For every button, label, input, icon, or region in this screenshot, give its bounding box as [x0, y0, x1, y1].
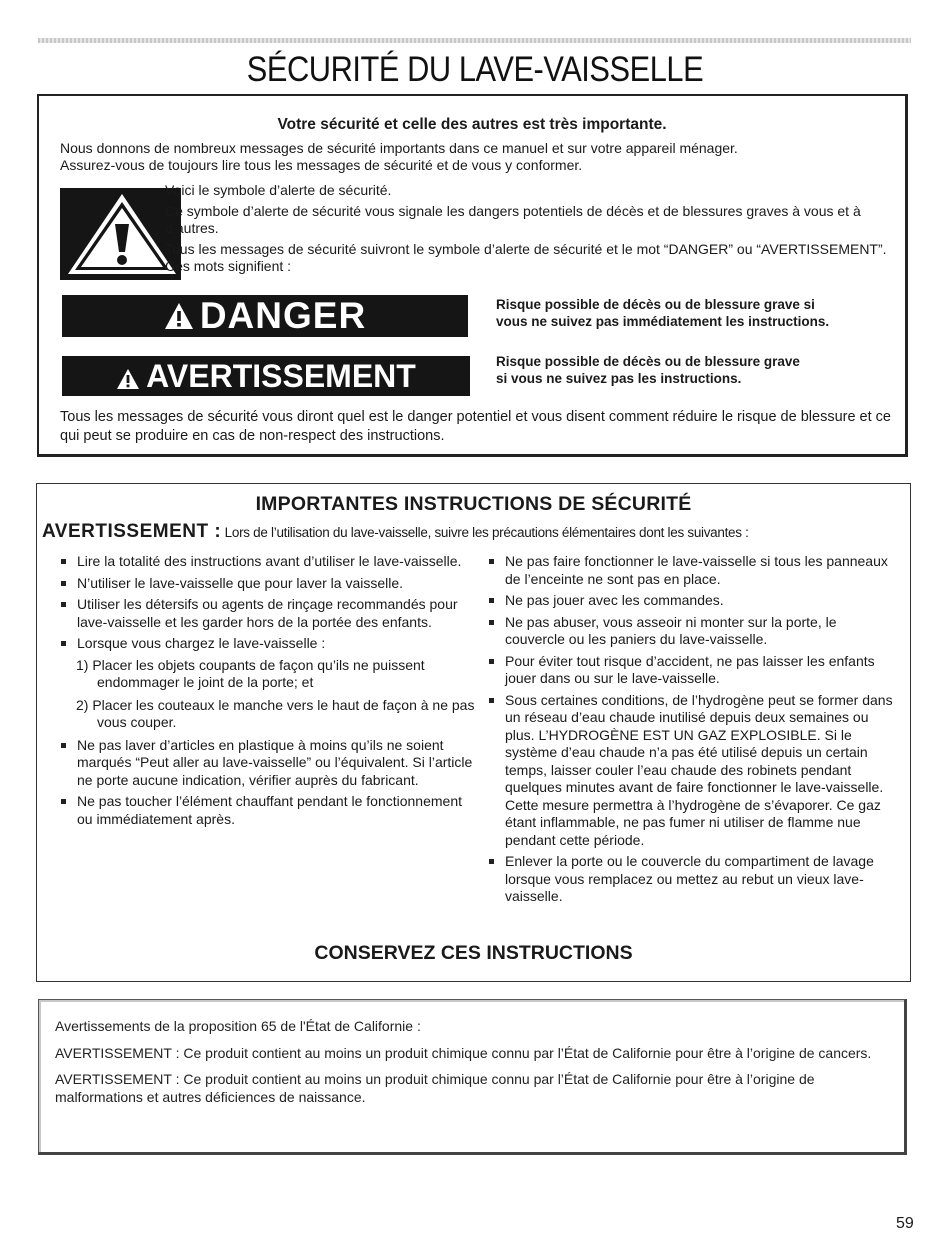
- symbol-text-2: Ce symbole d’alerte de sécurité vous signale les dangers potentiels de décès et de blessures graves à vous et à d’autres.: [165, 203, 861, 236]
- prop65-text: [55, 1018, 885, 1115]
- instructions-footer: CONSERVEZ CES INSTRUCTIONS: [314, 942, 633, 964]
- prop65-warning-1: AVERTISSEMENT : Ce produit contient au moins un produit chimique connu par l’État de Californie pour être à l’origine de cancers.: [55, 1044, 872, 1061]
- danger-description: [496, 296, 906, 330]
- instructions-warning-line: [42, 521, 907, 543]
- safety-intro: [60, 140, 900, 174]
- page-number: 59: [896, 1215, 914, 1232]
- list-item: Ne pas abuser, vous asseoir ni monter sur la porte, le couvercle ou les paniers du lave-vaisselle.: [487, 614, 897, 649]
- safety-heading: Votre sécurité et celle des autres est très importante.: [277, 116, 667, 133]
- danger-desc-line-2: vous ne suivez pas immédiatement les instructions.: [496, 314, 830, 329]
- warning-alert-icon: [116, 359, 140, 399]
- symbol-text-3: Tous les messages de sécurité suivront le symbole d’alerte de sécurité et le mot “DANGER” ou “AVERTISSEMENT”. Ces mots signifient :: [165, 241, 887, 274]
- danger-desc-line-1: Risque possible de décès ou de blessure grave si: [496, 297, 815, 312]
- danger-signal-word: [62, 295, 468, 337]
- prop65-warning-box: [38, 999, 907, 1155]
- warning-text: Lors de l’utilisation du lave-vaisselle, suivre les précautions élémentaires dont les suivantes :: [221, 525, 749, 540]
- bullet-icon: [61, 581, 66, 586]
- danger-alert-icon: [164, 297, 194, 339]
- bullet-icon: [61, 743, 66, 748]
- sub-list-item: 1) Placer les objets coupants de façon qu’ils ne puissent endommager le joint de la porte; et: [76, 656, 425, 690]
- prop65-title: Avertissements de la proposition 65 de l'État de Californie :: [55, 1018, 421, 1034]
- safety-message-box: [37, 94, 908, 457]
- safety-footer: Tous les messages de sécurité vous diront quel est le danger potentiel et vous disent comment réduire le risque de blessure et ce qui peut se produire en cas de non-respect des instructions.: [60, 409, 891, 444]
- list-item: Lorsque vous chargez le lave-vaisselle :: [59, 635, 479, 653]
- list-item: Ne pas faire fonctionner le lave-vaisselle si tous les panneaux de l’enceinte ne sont pas en place.: [487, 553, 897, 588]
- bullet-icon: [489, 598, 494, 603]
- bullet-icon: [489, 559, 494, 564]
- warning-signal-word: [62, 356, 470, 396]
- safety-instructions-box: [36, 483, 911, 982]
- sub-list-item: 2) Placer les couteaux le manche vers le haut de façon à ne pas vous couper.: [76, 696, 475, 730]
- list-item: Enlever la porte ou le couvercle du compartiment de lavage lorsque vous remplacez ou mettez au rebut un vieux lave-vaisselle.: [487, 853, 897, 906]
- page-title: SÉCURITÉ DU LAVE-VAISSELLE: [246, 50, 704, 89]
- list-item: Ne pas laver d’articles en plastique à moins qu’ils ne soient marqués “Peut aller au lave-vaisselle” ou l’équivalent. Si l’article ne porte aucune indication, vérifier auprès du fabricant.: [59, 737, 479, 790]
- list-item: N’utiliser le lave-vaisselle que pour laver la vaisselle.: [59, 575, 479, 593]
- prop65-warning-2: AVERTISSEMENT : Ce produit contient au moins un produit chimique connu par l’État de Californie pour être à l’origine de malformations et autres déficiences de naissance.: [55, 1071, 815, 1105]
- warning-description: [496, 353, 906, 387]
- list-item: Pour éviter tout risque d’accident, ne pas laisser les enfants jouer dans ou sur le lave-vaisselle.: [487, 653, 897, 688]
- bullet-icon: [61, 559, 66, 564]
- bullet-icon: [489, 620, 494, 625]
- bullet-icon: [489, 698, 494, 703]
- list-item: Sous certaines conditions, de l’hydrogène peut se former dans un réseau d’eau chaude inutilisé depuis deux semaines ou plus. L’HYDROGÈNE EST UN GAZ EXPLOSIBLE. Si le système d’eau chaude n’a pas été utilisé depuis un certain temps, laisser couler l’eau chaude des robinets pendant quelques minutes avant de faire fonctionner le lave-vaisselle. Cette mesure permettra à l’hydrogène de s’évaporer. Ce gaz étant inflammable, ne pas fumer ni utiliser de flamme nue pendant cette période.: [487, 692, 897, 850]
- top-decorative-band: [38, 38, 911, 43]
- bullet-icon: [61, 799, 66, 804]
- symbol-explanation: [165, 182, 905, 279]
- safety-intro-line-1: Nous donnons de nombreux messages de sécurité importants dans ce manuel et sur votre appareil ménager.: [60, 140, 738, 156]
- list-item: Utiliser les détersifs ou agents de rinçage recommandés pour lave-vaisselle et les garder hors de la portée des enfants.: [59, 596, 479, 631]
- bullet-icon: [489, 859, 494, 864]
- warning-desc-line-2: si vous ne suivez pas les instructions.: [496, 371, 742, 386]
- instructions-right-column: [487, 553, 897, 910]
- bullet-icon: [61, 602, 66, 607]
- list-item: Lire la totalité des instructions avant d’utiliser le lave-vaisselle.: [59, 553, 479, 571]
- bullet-icon: [61, 641, 66, 646]
- list-item: Ne pas toucher l’élément chauffant pendant le fonctionnement ou immédiatement après.: [59, 793, 479, 828]
- bullet-icon: [489, 659, 494, 664]
- list-item: Ne pas jouer avec les commandes.: [487, 592, 897, 610]
- symbol-text-1: Voici le symbole d’alerte de sécurité.: [165, 182, 392, 198]
- danger-label: DANGER: [199, 295, 367, 336]
- warning-keyword: AVERTISSEMENT :: [42, 521, 222, 542]
- instructions-heading: IMPORTANTES INSTRUCTIONS DE SÉCURITÉ: [255, 493, 692, 515]
- safety-intro-line-2: Assurez-vous de toujours lire tous les messages de sécurité et de vous y conformer.: [60, 157, 583, 173]
- warning-desc-line-1: Risque possible de décès ou de blessure grave: [496, 354, 800, 369]
- warning-label: AVERTISSEMENT: [146, 358, 416, 394]
- instructions-left-column: [59, 553, 479, 832]
- warning-triangle-icon: [60, 188, 181, 280]
